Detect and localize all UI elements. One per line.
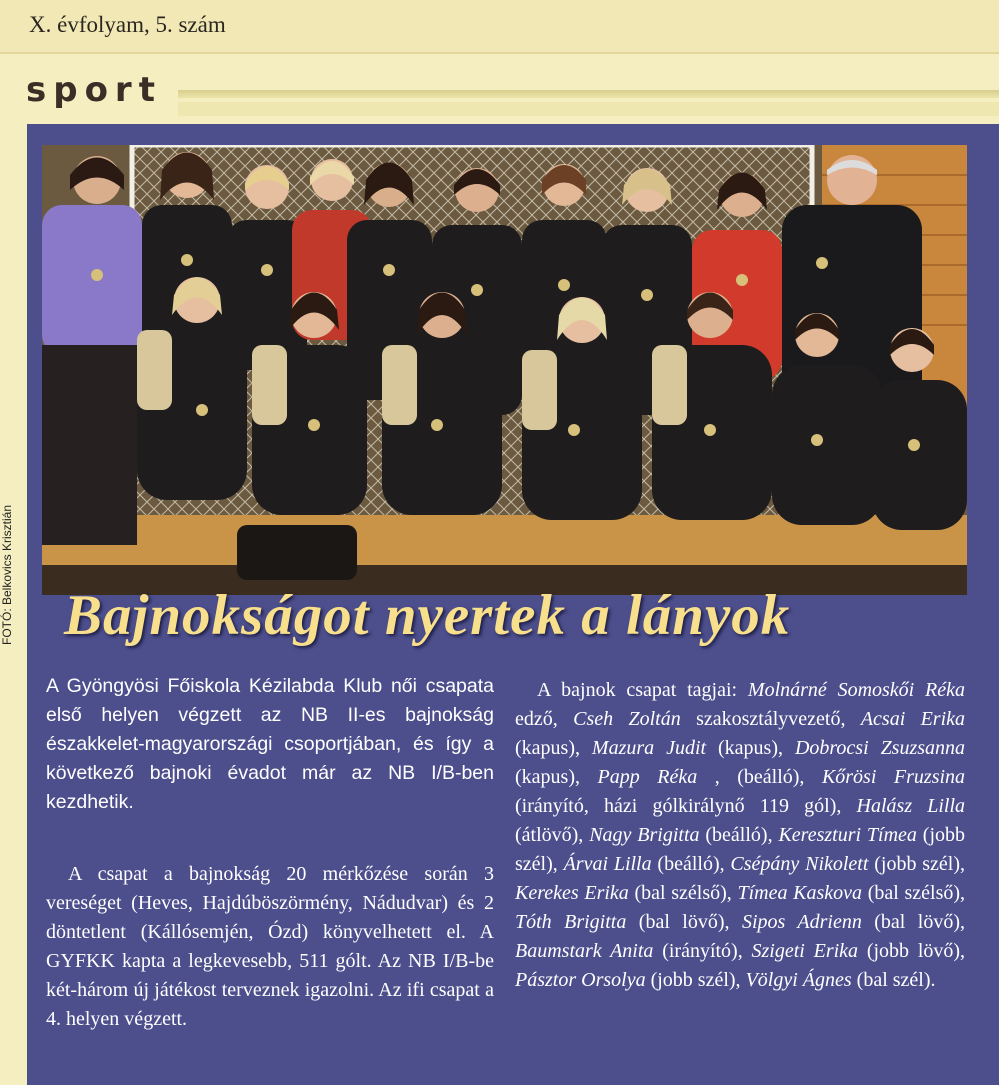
article-title: Bajnokságot nyertek a lányok xyxy=(64,584,791,647)
roster-member-role: (jobb lövő), xyxy=(866,940,966,962)
roster-paragraph xyxy=(515,676,965,995)
roster-member-name: Tímea Kaskova xyxy=(737,882,863,904)
roster-member-role: edző, xyxy=(515,708,558,730)
roster-member-name: Pásztor Orsolya xyxy=(515,969,646,991)
roster-member-role: (bal szélső), xyxy=(867,882,966,904)
roster-member-name: Árvai Lilla xyxy=(563,853,652,875)
roster-member-name: Kereszturi Tímea xyxy=(778,824,917,846)
roster-member-role: (bal lövő), xyxy=(874,911,966,933)
photo-credit: FOTÓ: Belkovics Krisztián xyxy=(0,504,14,645)
roster-member-name: Papp Réka xyxy=(597,766,698,788)
roster-member-role: (kapus), xyxy=(515,766,580,788)
section-title: sport xyxy=(26,70,162,110)
article-lead xyxy=(46,672,494,817)
roster-member-name: Sipos Adrienn xyxy=(741,911,862,933)
roster-member-name: Molnárné Somoskői Réka xyxy=(747,679,965,701)
roster-member-name: Tóth Brigitta xyxy=(515,911,627,933)
roster-member-name: Cseh Zoltán xyxy=(573,708,681,730)
roster-member-role: (irányító), xyxy=(662,940,743,962)
roster-member-role: (irányító, házi gólkirálynő 119 gól), xyxy=(515,795,842,817)
header-bar xyxy=(0,0,999,54)
section-rule xyxy=(178,90,999,98)
roster-member-role: (kapus), xyxy=(718,737,783,759)
roster-member-name: Acsai Erika xyxy=(860,708,966,730)
roster-member-name: Csépány Nikolett xyxy=(730,853,869,875)
roster-member-role: (bal szél). xyxy=(856,969,936,991)
roster-member-role: szakosztályvezető, xyxy=(696,708,846,730)
roster-member-role: (jobb szél), xyxy=(874,853,966,875)
roster-member-role: (átlövő), xyxy=(515,824,584,846)
article-body-right xyxy=(515,676,965,995)
roster-member-role: (bal lövő), xyxy=(638,911,730,933)
roster-member-role: (bal szélső), xyxy=(634,882,732,904)
team-photo-illustration xyxy=(42,145,967,595)
roster-member-name: Mazura Judit xyxy=(591,737,707,759)
roster-member-role: (kapus), xyxy=(515,737,580,759)
roster-member-name: Dobrocsi Zsuzsanna xyxy=(794,737,966,759)
roster-member-name: Kerekes Erika xyxy=(515,882,629,904)
roster-member-role: (jobb szél), xyxy=(515,824,966,875)
roster-member-name: Baumstark Anita xyxy=(515,940,654,962)
roster-member-role: , (beálló), xyxy=(714,766,805,788)
lead-text: A Gyöngyösi Főiskola Kézilabda Klub női csapata első helyen végzett az NB II-es bajnokság északkelet-magyarországi csoportjában, és így a következő bajnoki évadot már az NB I/B-ben kezdhetik. xyxy=(46,675,494,813)
roster-member-name: Szigeti Erika xyxy=(751,940,859,962)
article-body-left xyxy=(46,860,494,1034)
roster-member-name: Nagy Brigitta xyxy=(589,824,700,846)
roster-member-role: (beálló), xyxy=(657,853,725,875)
paragraph-results: A csapat a bajnokság 20 mérkőzése során 3 vereséget (Heves, Hajdúböszörmény, Nádudvar) és 2 döntetlent (Kállósemjén, Ózd) könyvelhetett el. A GYFKK kapta a legkevesebb, 511 gólt. Az NB I/B-be két-három új játékost terveznek igazolni. Az ifi csapat a 4. helyen végzett. xyxy=(46,863,494,1030)
section-rule-shadow xyxy=(178,102,999,116)
roster-member-role: (jobb szél), xyxy=(650,969,741,991)
roster-member-role: (beálló), xyxy=(705,824,773,846)
issue-label: X. évfolyam, 5. szám xyxy=(29,12,226,37)
roster-member-name: Völgyi Ágnes xyxy=(745,969,852,991)
roster-intro: A bajnok csapat tagjai: xyxy=(537,679,738,701)
roster-member-name: Kőrösi Fruzsina xyxy=(821,766,966,788)
roster-member-name: Halász Lilla xyxy=(856,795,966,817)
team-photo xyxy=(42,145,967,595)
